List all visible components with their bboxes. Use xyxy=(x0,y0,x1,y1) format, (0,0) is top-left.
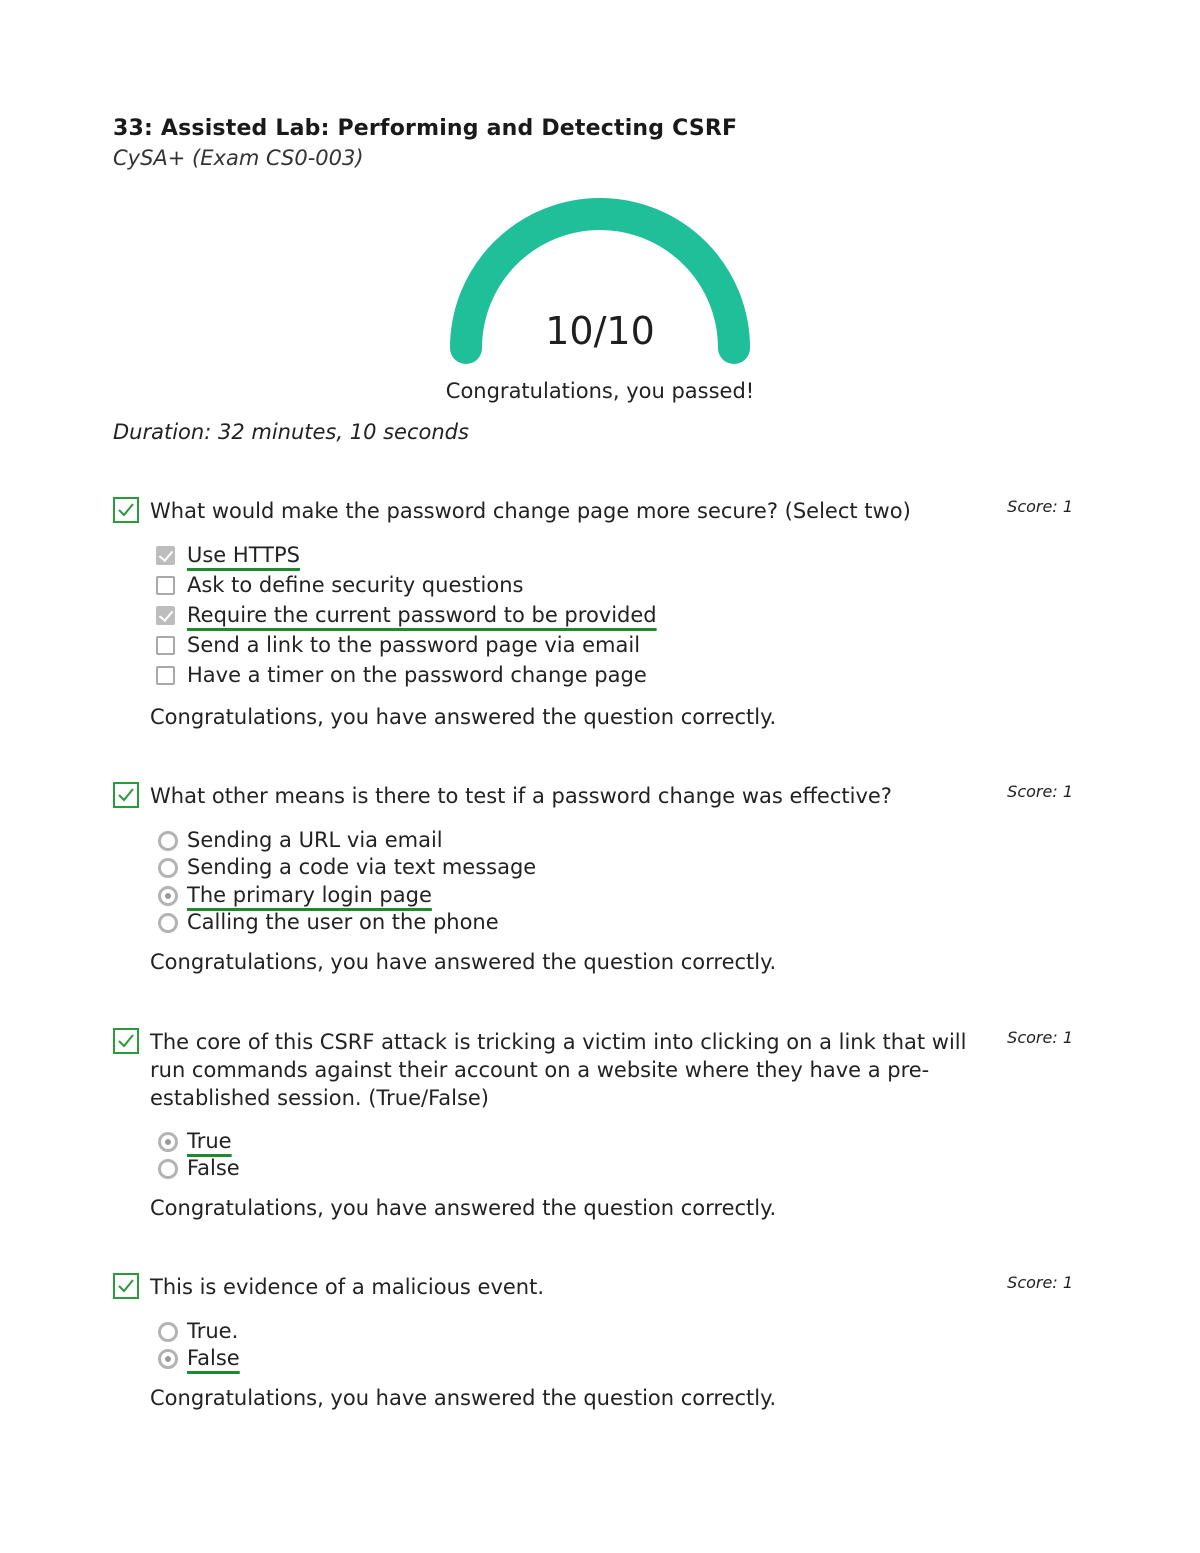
correct-check-icon xyxy=(113,1028,139,1054)
question-text: This is evidence of a malicious event. xyxy=(150,1275,545,1299)
question-score: Score: 1 xyxy=(1007,1273,1073,1292)
question-text: The core of this CSRF attack is tricking a victim into clicking on a link that will run commands against their account on a website where they have a pre-established session. (True/False) xyxy=(150,1030,967,1110)
option-label: Require the current password to be provided xyxy=(187,603,657,627)
option-label: Use HTTPS xyxy=(187,543,300,567)
question-text: What would make the password change page more secure? (Select two) xyxy=(150,499,911,523)
option-label: Calling the user on the phone xyxy=(187,910,499,934)
option-label: False xyxy=(187,1346,240,1370)
radio-button[interactable] xyxy=(158,1349,178,1369)
checkbox[interactable] xyxy=(156,576,175,595)
exam-subtitle: CySA+ (Exam CS0-003) xyxy=(113,146,364,170)
option-label: Have a timer on the password change page xyxy=(187,663,647,687)
page-title: 33: Assisted Lab: Performing and Detecting CSRF xyxy=(113,116,738,141)
question-score: Score: 1 xyxy=(1007,782,1073,801)
option-label: True. xyxy=(187,1319,239,1343)
checkbox[interactable] xyxy=(156,606,175,625)
radio-button[interactable] xyxy=(158,886,178,906)
checkbox[interactable] xyxy=(156,546,175,565)
correct-check-icon xyxy=(113,1273,139,1299)
feedback-text: Congratulations, you have answered the question correctly. xyxy=(150,950,777,974)
radio-button[interactable] xyxy=(158,1132,178,1152)
question-text: What other means is there to test if a password change was effective? xyxy=(150,784,892,808)
question-score: Score: 1 xyxy=(1007,497,1073,516)
option-label: False xyxy=(187,1156,240,1180)
feedback-text: Congratulations, you have answered the question correctly. xyxy=(150,1386,777,1410)
radio-button[interactable] xyxy=(158,858,178,878)
option-label: Send a link to the password page via email xyxy=(187,633,641,657)
feedback-text: Congratulations, you have answered the question correctly. xyxy=(150,1196,777,1220)
checkbox[interactable] xyxy=(156,636,175,655)
score-value: 10/10 xyxy=(545,309,655,353)
option-label: True xyxy=(187,1129,232,1153)
checkbox[interactable] xyxy=(156,666,175,685)
option-label: The primary login page xyxy=(187,883,432,907)
radio-button[interactable] xyxy=(158,913,178,933)
question-score: Score: 1 xyxy=(1007,1028,1073,1047)
correct-check-icon xyxy=(113,497,139,523)
radio-button[interactable] xyxy=(158,831,178,851)
correct-check-icon xyxy=(113,782,139,808)
duration-text: Duration: 32 minutes, 10 seconds xyxy=(113,420,469,444)
option-label: Sending a code via text message xyxy=(187,855,537,879)
radio-button[interactable] xyxy=(158,1159,178,1179)
radio-button[interactable] xyxy=(158,1322,178,1342)
option-label: Ask to define security questions xyxy=(187,573,524,597)
score-gauge xyxy=(448,196,752,372)
option-label: Sending a URL via email xyxy=(187,828,443,852)
feedback-text: Congratulations, you have answered the question correctly. xyxy=(150,705,777,729)
pass-message: Congratulations, you passed! xyxy=(445,379,755,403)
